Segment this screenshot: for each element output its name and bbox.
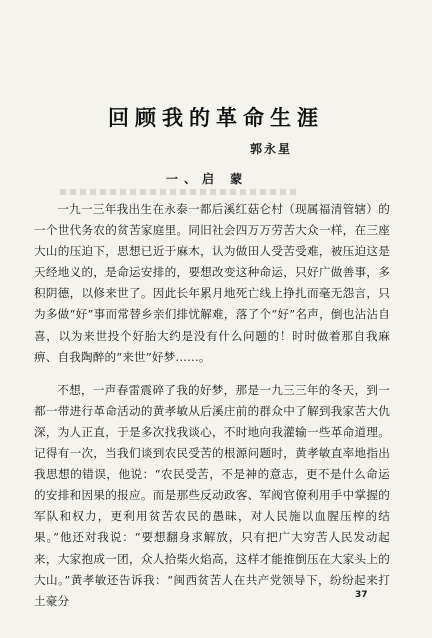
- paragraph-2: 不想，一声春雷震碎了我的好梦，那是一九三三年的冬天，到一都一带进行革命活动的黄孝敏从后溪庄前的群众中了解到我家苦大仇深，为人正直，于是多次找我谈心，不时地向我灌输一些革命道理。记得有一次，当我们谈到农民受苦的根源问题时，黄孝敏直率地指出我思想的错误，他说：“农民受苦，不是神的意志，更不是什么命运的安排和因果的报应。而是那些反动政客、军阀官僚利用手中掌握的军队和权力，更利用贫苦农民的愚昧，对人民施以血腥压榨的结果。”他还对我说：“要想翻身求解放，只有把广大穷苦人民发动起来，大家抱成一团，众人拾柴火焰高，这样才能推倒压在大家头上的大山。”黄孝敏还告诉我：“闽西贫苦人在共产党领导下，纷纷起来打土豪分: [34, 382, 390, 608]
- author-name: 郭永星: [250, 142, 293, 156]
- section-heading: 一、启 蒙: [166, 172, 249, 186]
- page-number: 37: [355, 590, 368, 600]
- paragraph-1: 一九一三年我出生在永泰一都后溪红菇仑村（现属福清管辖）的一个世代务农的贫苦家庭里。同旧社会四万万劳苦大众一样，在三座大山的压迫下，思想已近于麻木，认为做田人受苦受难，被压迫这是天经地义的，是命运安排的，要想改变这种命运，只好广做善事，多积阴德，以修来世了。因此长年累月地死亡线上挣扎而毫无怨言，只为多做“好”事而常替乡亲们排忧解难，落了个“好”名声，倒也沾沾自喜，以为来世投个好胎大约是没有什么问题的！时时做着那自我麻痹、自我陶醉的“来世”好梦……。: [34, 202, 390, 364]
- body-text: [34, 199, 390, 612]
- chapter-title: 回顾我的革命生涯: [108, 105, 324, 130]
- faint-bleed-through: [60, 189, 300, 195]
